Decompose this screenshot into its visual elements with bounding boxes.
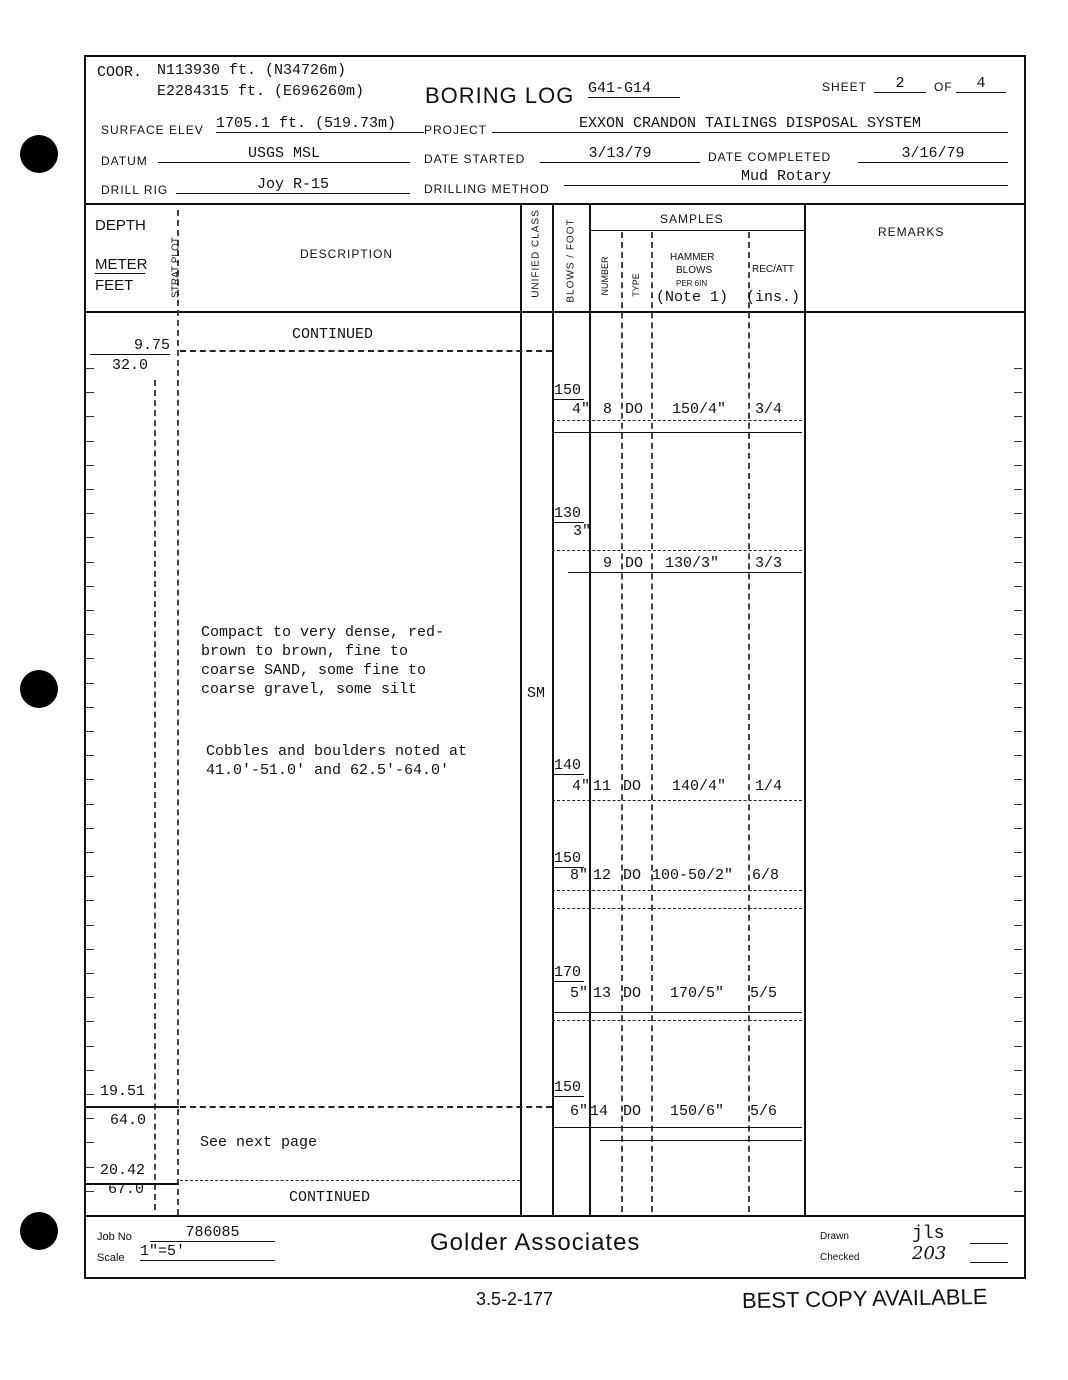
sample-interval-bottom [552,1020,802,1021]
left-scale-tick [86,610,94,611]
left-scale-tick [86,925,94,926]
left-scale-tick [86,683,94,684]
sample-interval-top [552,420,802,421]
sample-blows-top: 150 [554,1079,584,1097]
stratum-boundary-top [180,350,552,352]
sample-hammer: 140/4" [672,778,727,795]
cobbles-note-1: Cobbles and boulders noted at [206,743,468,760]
right-scale-tick [1014,1118,1022,1119]
surface-elev: 1705.1 ft. (519.73m) [216,115,424,133]
col-hammer-1: HAMMER [670,252,715,263]
col-strat-plot: STRAT PLOT [170,237,182,298]
left-scale-tick [86,1142,94,1143]
see-next-page: See next page [200,1134,318,1151]
sample-number: 11 [593,778,612,795]
right-scale-tick [1014,392,1022,393]
sample-interval-top [552,890,802,891]
drill-rig: Joy R-15 [176,176,410,194]
col-rec-att: REC/ATT [752,264,795,275]
col-samples: SAMPLES [660,212,724,226]
col-unified-class: UNIFIED CLASS [530,209,542,298]
col-line-strat-inner [154,380,156,1210]
date-completed-label: DATE COMPLETED [708,150,832,164]
sample-interval-bottom [552,432,802,433]
col-remarks: REMARKS [878,225,945,239]
left-scale-tick [86,828,94,829]
sample-interval-bottom [552,908,802,909]
description-line-2: brown to brown, fine to [201,643,409,660]
sheet-label: SHEET [822,80,868,94]
unified-class-value: SM [527,685,546,702]
samples-header-line [589,230,804,231]
date-completed: 3/16/79 [858,145,1008,163]
job-number: 786085 [150,1224,275,1242]
sheet-number: 2 [874,75,926,93]
sample-number: 8 [603,401,613,418]
checked-by: 203 [912,1243,947,1264]
right-scale-tick [1014,707,1022,708]
sample-hammer: 170/5" [670,985,725,1002]
sample-interval-bottom [568,572,802,573]
of-label: OF [934,80,953,94]
col-depth: DEPTH [95,217,146,234]
left-scale-tick [86,731,94,732]
left-scale-tick [86,1046,94,1047]
right-scale-tick [1014,1167,1022,1168]
left-scale-tick [86,1070,94,1071]
col-hammer-2: BLOWS [676,265,713,276]
col-description: DESCRIPTION [300,247,394,261]
surface-elev-label: SURFACE ELEV [101,123,204,137]
footer-divider [84,1215,1024,1217]
depth-feet-2: 64.0 [110,1112,147,1129]
col-line-samples-left [589,205,591,1215]
sample-blows-top: 130 [554,505,584,523]
right-scale-tick [1014,779,1022,780]
project-label: PROJECT [424,123,488,137]
left-scale-tick [86,707,94,708]
col-blows-foot: BLOWS / FOOT [565,218,577,303]
left-scale-tick [86,900,94,901]
sample-number: 14 [590,1103,609,1120]
right-scale-tick [1014,368,1022,369]
drawn-by: jls [912,1224,945,1244]
date-started-label: DATE STARTED [424,152,526,166]
right-scale-tick [1014,562,1022,563]
col-line-strat [177,210,179,1215]
cobbles-note-2: 41.0'-51.0' and 62.5'-64.0' [206,762,450,779]
depth-rule-2 [84,1106,179,1108]
sample-type: DO [623,778,642,795]
depth-meter-2: 19.51 [100,1083,146,1100]
right-scale-tick [1014,1094,1022,1095]
sample-blows-bottom: 4" [572,778,591,795]
right-scale-tick [1014,610,1022,611]
right-scale-tick [1014,513,1022,514]
col-note: (Note 1) [656,289,729,306]
sample-rec: 6/8 [752,867,780,884]
sample-type: DO [623,985,642,1002]
depth-feet-3: 67.0 [108,1181,145,1198]
punch-hole-top [20,135,58,173]
left-scale-tick [86,876,94,877]
left-scale-tick [86,465,94,466]
right-scale-tick [1014,537,1022,538]
right-scale-tick [1014,1021,1022,1022]
job-label: Job No [97,1231,132,1243]
right-scale-tick [1014,731,1022,732]
right-scale-tick [1014,755,1022,756]
col-feet: FEET [95,277,134,294]
sample-blows-bottom: 4" [572,401,591,418]
sample-blows-bottom: 3" [573,523,592,540]
col-ins: (ins.) [746,289,801,306]
page-number: 3.5-2-177 [476,1289,554,1309]
column-header-divider [84,311,1024,313]
sample-blows-bottom: 6" [570,1103,589,1120]
left-scale-tick [86,562,94,563]
depth-meter-1: 9.75 [90,337,170,355]
left-scale-tick [86,1191,94,1192]
col-line-blows-left [552,205,554,1215]
scale-value: 1"=5' [140,1243,275,1261]
datum-label: DATUM [101,154,148,168]
drilling-method-label: DRILLING METHOD [424,182,550,196]
col-line-remarks-left [804,205,806,1215]
right-scale-tick [1014,804,1022,805]
left-scale-tick [86,489,94,490]
left-scale-tick [86,392,94,393]
drill-rig-label: DRILL RIG [101,183,169,197]
sample-hammer: 130/3" [665,555,720,572]
sample-rec: 3/3 [755,555,783,572]
right-scale-tick [1014,658,1022,659]
checked-line [970,1262,1008,1263]
sample-type: DO [625,401,644,418]
left-scale-tick [86,586,94,587]
sample-number: 13 [593,985,612,1002]
sample-rec: 5/6 [750,1103,778,1120]
col-hammer-3: PER 6IN [676,279,708,288]
sample-hammer: 150/4" [672,401,727,418]
right-scale-tick [1014,828,1022,829]
checked-label: Checked [820,1252,860,1263]
right-scale-tick [1014,1142,1022,1143]
drilling-method: Mud Rotary [564,168,1008,186]
col-meter: METER [95,256,148,273]
description-line-4: coarse gravel, some silt [201,681,418,698]
description-line-1: Compact to very dense, red- [201,624,445,641]
col-line-type [651,232,653,1212]
sample-blows-top: 150 [554,382,584,400]
description-continued-bottom: CONTINUED [289,1189,371,1206]
right-scale-tick [1014,852,1022,853]
right-scale-tick [1014,949,1022,950]
col-type: TYPE [631,273,641,297]
right-scale-tick [1014,441,1022,442]
datum-value: USGS MSL [158,145,410,163]
left-scale-tick [86,658,94,659]
sample-blows-bottom: 5" [570,985,589,1002]
col-line-unified-left [520,205,522,1215]
company-name: Golder Associates [430,1229,641,1256]
sample-number: 9 [603,555,613,572]
scale-label: Scale [97,1252,125,1264]
sample-interval-bottom [600,1140,802,1141]
sample-rec: 1/4 [755,778,783,795]
sample-blows-top: 170 [554,964,584,982]
sample-hammer: 100-50/2" [652,867,734,884]
drawn-line [970,1243,1008,1244]
sample-interval-top [552,1012,802,1013]
depth-feet-1: 32.0 [112,357,149,374]
sample-blows-top: 150 [554,850,584,868]
sample-type: DO [623,1103,642,1120]
page-title: BORING LOG [425,83,575,108]
description-line-3: coarse SAND, some fine to [201,662,427,679]
left-scale-tick [86,804,94,805]
left-scale-tick [86,1094,94,1095]
stratum-boundary-end [180,1180,520,1181]
coor-east: E2284315 ft. (E696260m) [157,83,365,100]
left-scale-tick [86,1118,94,1119]
sample-interval-top [552,800,802,801]
description-continued-top: CONTINUED [292,326,374,343]
col-line-rec [748,232,750,1212]
left-scale-tick [86,1021,94,1022]
left-scale-tick [86,973,94,974]
punch-hole-bottom [20,1212,58,1250]
left-scale-tick [86,513,94,514]
left-scale-tick [86,755,94,756]
left-scale-tick [86,852,94,853]
left-scale-tick [86,441,94,442]
right-scale-tick [1014,586,1022,587]
right-scale-tick [1014,973,1022,974]
right-scale-tick [1014,465,1022,466]
col-number: NUMBER [600,256,610,296]
sample-number: 12 [593,867,612,884]
left-scale-tick [86,1167,94,1168]
right-scale-tick [1014,925,1022,926]
col-line-number [621,232,623,1212]
coor-north: N113930 ft. (N34726m) [157,62,347,79]
right-scale-tick [1014,1046,1022,1047]
sample-interval-top [552,1127,802,1128]
depth-meter-3: 20.42 [100,1162,146,1179]
sample-interval-top [552,550,802,551]
date-started: 3/13/79 [540,145,700,163]
coor-label: COOR. [97,64,143,81]
left-scale-tick [86,416,94,417]
sample-hammer: 150/6" [670,1103,725,1120]
left-scale-tick [86,997,94,998]
right-scale-tick [1014,489,1022,490]
sample-blows-bottom: 8" [570,867,589,884]
sample-type: DO [625,555,644,572]
header-divider [84,203,1024,205]
right-scale-tick [1014,997,1022,998]
sample-blows-top: 140 [554,757,584,775]
left-scale-tick [86,537,94,538]
right-scale-tick [1014,876,1022,877]
punch-hole-middle [20,670,58,708]
sample-rec: 5/5 [750,985,778,1002]
sample-rec: 3/4 [755,401,783,418]
right-scale-tick [1014,416,1022,417]
boring-id: G41-G14 [588,80,680,98]
right-scale-tick [1014,1070,1022,1071]
best-copy-stamp: BEST COPY AVAILABLE [741,1283,988,1314]
left-scale-tick [86,779,94,780]
left-scale-tick [86,949,94,950]
sheet-total: 4 [956,75,1006,93]
right-scale-tick [1014,683,1022,684]
left-scale-tick [86,634,94,635]
right-scale-tick [1014,1191,1022,1192]
sample-type: DO [623,867,642,884]
drawn-label: Drawn [820,1231,849,1242]
right-scale-tick [1014,634,1022,635]
right-scale-tick [1014,900,1022,901]
stratum-boundary-bottom [180,1106,552,1108]
left-scale-tick [86,368,94,369]
project-name: EXXON CRANDON TAILINGS DISPOSAL SYSTEM [492,115,1008,133]
